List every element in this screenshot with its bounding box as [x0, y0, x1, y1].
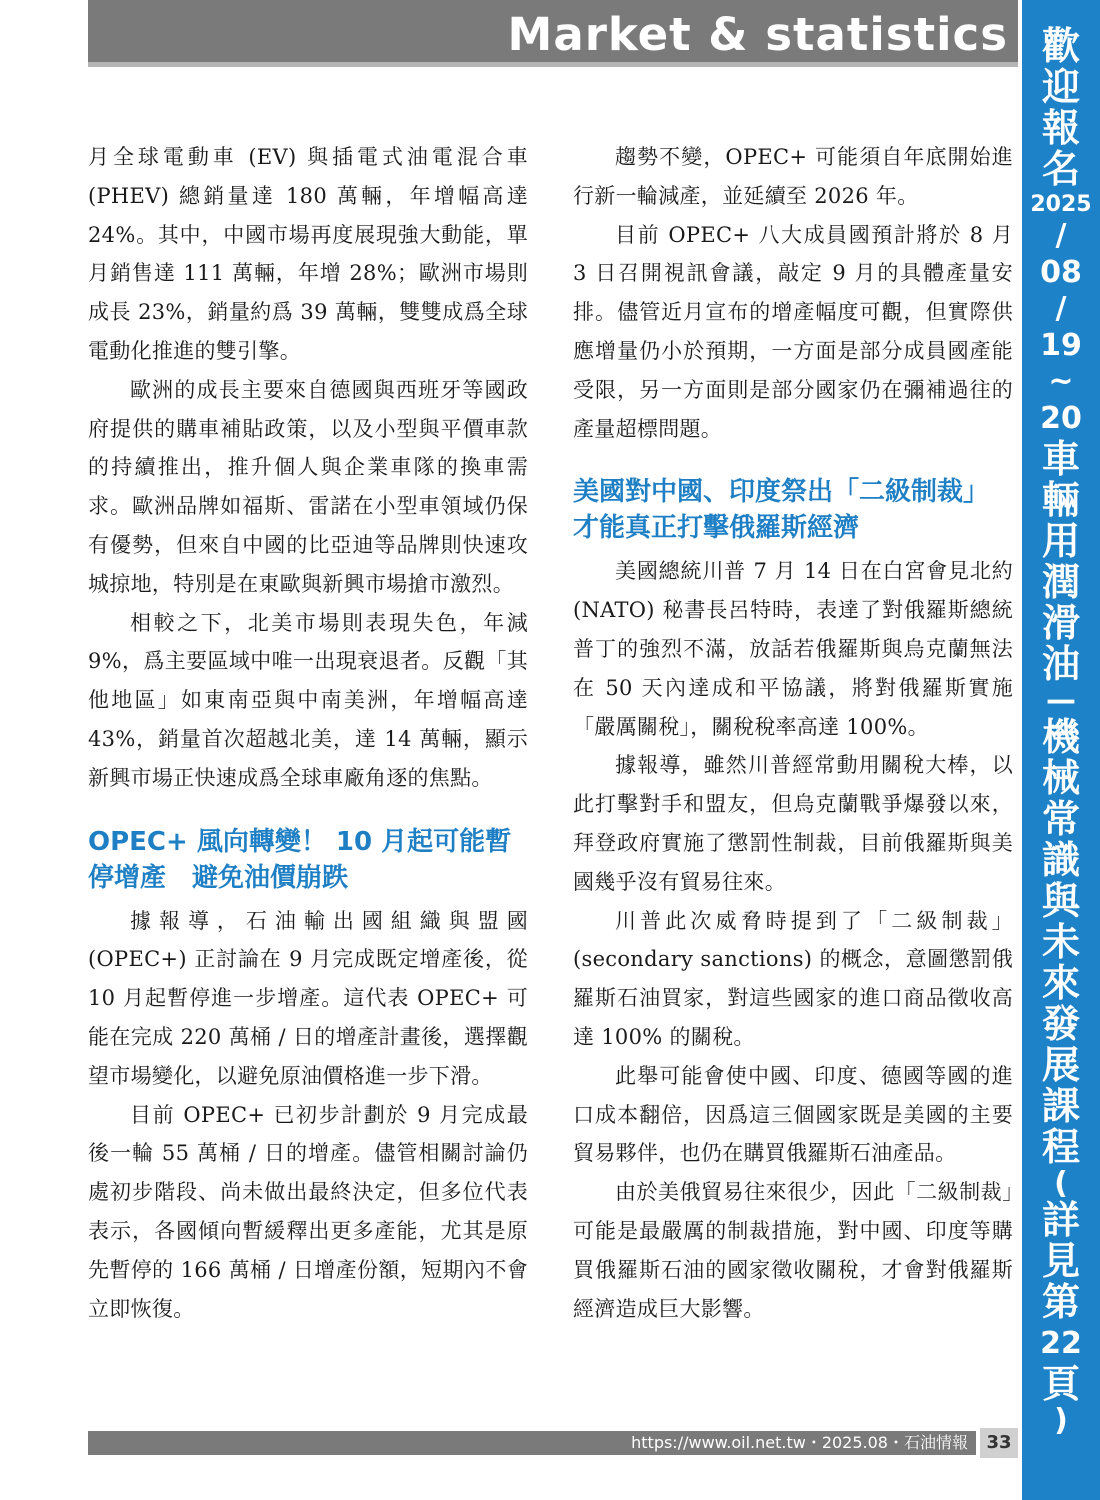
section-heading: 美國對中國、印度祭出「二級制裁」才能真正打擊俄羅斯經濟 [573, 477, 990, 544]
side-banner-char: 08 [1040, 255, 1082, 290]
paragraph: 據報導，石油輸出國組織與盟國 (OPEC+) 正討論在 9 月完成既定增產後，從 10 月起暫停進一步增產。這代表 OPEC+ 可能在完成 220 萬桶 / 日的增產計畫後，選擇觀望市場變化，以避免原油價格進一步下滑。 [88, 908, 528, 1088]
paragraph: 美國總統川普 7 月 14 日在白宮會見北約 (NATO) 秘書長呂特時，表達了對俄羅斯總統普丁的強烈不滿，放話若俄羅斯與烏克蘭無法在 50 天內達成和平協議，將對俄羅斯實施「嚴厲關稅」，關稅稅率高達 100%。 [573, 559, 1013, 739]
side-banner-char: 滑 [1041, 601, 1080, 645]
side-banner-char: 詳 [1041, 1198, 1080, 1242]
paragraph: 歐洲的成長主要來自德國與西班牙等國政府提供的購車補貼政策，以及小型與平價車款的持續推出，推升個人與企業車隊的換車需求。歐洲品牌如福斯、雷諾在小型車領域仍保有優勢，但來自中國的比亞迪等品牌則快速攻城掠地，特別是在東歐與新興市場搶市激烈。 [88, 377, 528, 596]
side-banner-char: 機 [1041, 715, 1080, 759]
side-banner-char: 來 [1041, 961, 1080, 1005]
side-banner-char: 20 [1040, 401, 1082, 436]
footer-url: https://www.oil.net.tw・2025.08・石油情報 [631, 1433, 968, 1452]
side-banner-char: 課 [1041, 1084, 1080, 1128]
paragraph: 據報導，雖然川普經常動用關稅大棒，以此打擊對手和盟友，但烏克蘭戰爭爆發以來，拜登政府實施了懲罰性制裁，目前俄羅斯與美國幾乎沒有貿易往來。 [573, 753, 1013, 894]
side-banner-char: 程 [1041, 1125, 1080, 1169]
side-banner-char: ) [1054, 1403, 1068, 1438]
side-banner-char: / [1055, 218, 1067, 253]
side-banner-char: 第 [1041, 1280, 1080, 1324]
side-banner-char: 識 [1041, 838, 1080, 882]
side-banner-char: 械 [1041, 756, 1080, 800]
side-banner-char: 展 [1041, 1043, 1080, 1087]
side-banner-char: 用 [1041, 519, 1080, 563]
side-banner-char: 迎 [1041, 65, 1080, 109]
paragraph: 趨勢不變，OPEC+ 可能須自年底開始進行新一輪減產，並延續至 2026 年。 [573, 145, 1013, 208]
side-banner-char: 車 [1041, 437, 1080, 481]
side-banner-char: 歡 [1041, 24, 1080, 68]
side-banner-char: ~ [1048, 364, 1074, 399]
side-banner-char: 發 [1041, 1002, 1080, 1046]
side-banner-char: 2025 [1030, 192, 1092, 217]
side-banner-char: 報 [1041, 106, 1080, 150]
page-title: Market & statistics [507, 8, 1008, 61]
paragraph: 目前 OPEC+ 已初步計劃於 9 月完成最後一輪 55 萬桶 / 日的增產。儘管相關討論仍處初步階段、尚未做出最終決定，但多位代表表示，各國傾向暫緩釋出更多產能，尤其是原先暫停的 166 萬桶 / 日增產份額，短期內不會立即恢復。 [88, 1102, 528, 1321]
paragraph: 月全球電動車 (EV) 與插電式油電混合車 (PHEV) 總銷量達 180 萬輛，年增幅高達 24%。其中，中國市場再度展現強大動能，單月銷售達 111 萬輛，年增 28%；歐洲市場則成長 23%，銷量約爲 39 萬輛，雙雙成爲全球電動化推進的雙引擎。 [88, 145, 528, 363]
side-banner-char: / [1055, 291, 1067, 326]
side-banner-char: 輛 [1041, 478, 1080, 522]
paragraph: 目前 OPEC+ 八大成員國預計將於 8 月 3 日召開視訊會議，敲定 9 月的具體產量安排。儘管近月宣布的增產幅度可觀，但實際供應增量仍小於預期，一方面是部分成員國產能受限，另一方面則是部分國家仍在彌補過往的產量超標問題。 [573, 222, 1013, 441]
side-banner-text [1022, 26, 1100, 1476]
side-banner-char: 與 [1041, 879, 1080, 923]
side-banner-char: 22 [1040, 1326, 1082, 1361]
side-banner-char: 潤 [1041, 560, 1080, 604]
paragraph: 相較之下，北美市場則表現失色，年減 9%，爲主要區域中唯一出現衰退者。反觀「其他地區」如東南亞與中南美洲，年增幅高達 43%，銷量首次超越北美，達 14 萬輛，顯示新興市場正快速成爲全球車廠角逐的焦點。 [88, 610, 528, 790]
section-heading: OPEC+ 風向轉變！ 10 月起可能暫停增產 避免油價崩跌 [88, 826, 512, 893]
side-banner-char: 頁 [1041, 1362, 1080, 1406]
side-banner-char: 未 [1041, 920, 1080, 964]
side-banner-char: 油 [1041, 642, 1080, 686]
side-banner-char: 見 [1041, 1239, 1080, 1283]
paragraph: 川普此次威脅時提到了「二級制裁」(secondary sanctions) 的概念，意圖懲罰俄羅斯石油買家，對這些國家的進口商品徵收高達 100% 的關稅。 [573, 908, 1013, 1049]
side-banner-char: 常 [1041, 797, 1080, 841]
left-column [88, 138, 528, 1328]
page-number: 33 [980, 1428, 1018, 1458]
header-underline [88, 62, 1018, 67]
side-banner-char: — [1046, 683, 1076, 718]
side-banner-char: ( [1054, 1166, 1068, 1201]
side-banner-char: 名 [1041, 147, 1080, 191]
paragraph: 此舉可能會使中國、印度、德國等國的進口成本翻倍，因爲這三個國家既是美國的主要貿易夥伴，也仍在購買俄羅斯石油產品。 [573, 1063, 1013, 1166]
right-column [573, 138, 1013, 1328]
side-banner-char: 19 [1040, 328, 1082, 363]
paragraph: 由於美俄貿易往來很少，因此「二級制裁」可能是最嚴厲的制裁措施，對中國、印度等購買俄羅斯石油的國家徵收關稅，才會對俄羅斯經濟造成巨大影響。 [573, 1180, 1013, 1321]
